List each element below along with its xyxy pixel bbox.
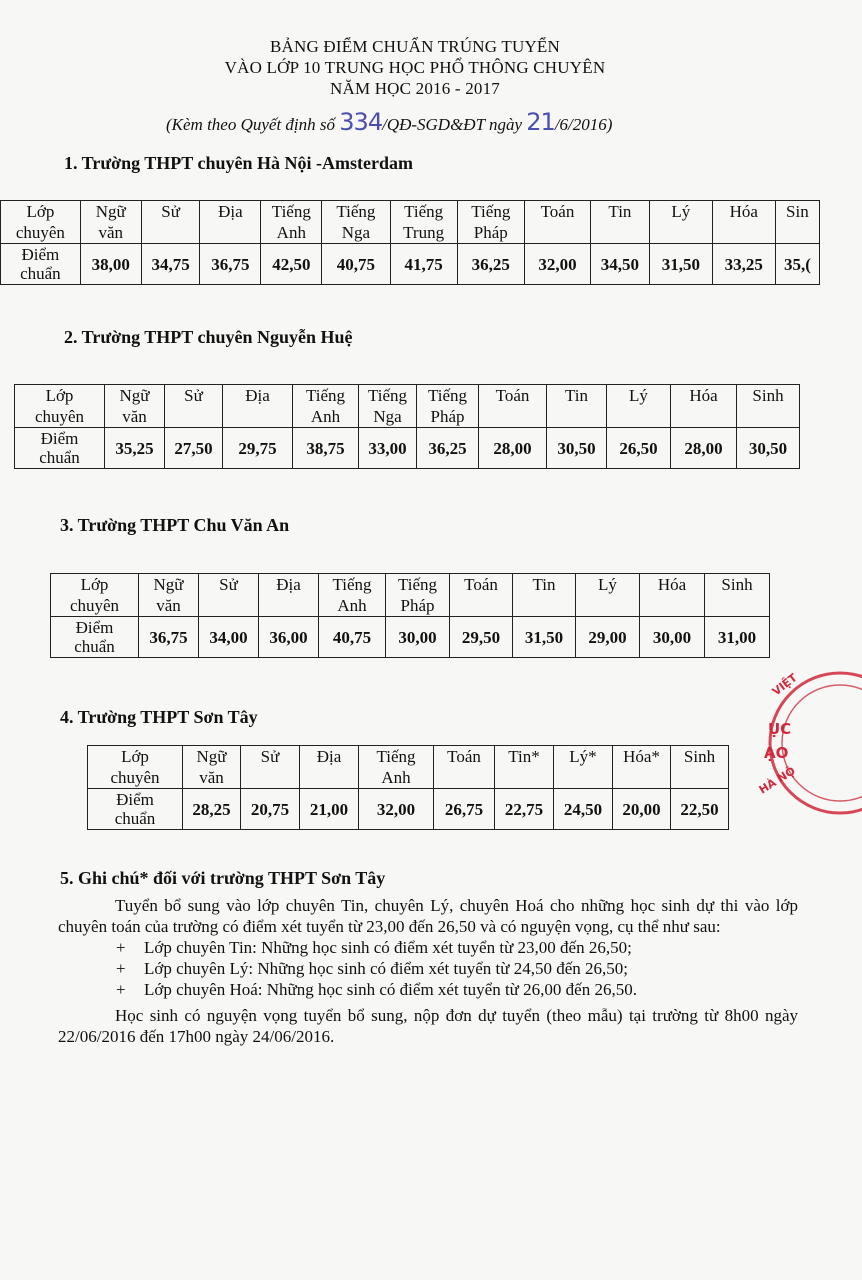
decision-suffix: /6/2016) [554, 115, 613, 134]
subject-cell: Ngữ văn [183, 746, 241, 789]
school-3-heading: 3. Trường THPT Chu Văn An [60, 515, 290, 535]
subject-cell: Tiếng Anh [293, 385, 359, 428]
school-1-heading: 1. Trường THPT chuyên Hà Nội -Amsterdam [64, 153, 413, 173]
school-2-heading: 2. Trường THPT chuyên Nguyễn Huệ [64, 327, 353, 347]
subject-cell: Hóa* [613, 746, 671, 789]
class-label-cell: Lớp chuyên [51, 574, 139, 617]
note-intro-paragraph: Tuyển bổ sung vào lớp chuyên Tin, chuyên Lý, chuyên Hoá cho những học sinh dự thi vào lớp chuyên toán của trường có điểm xét tuyển từ 23,00 đến 26,50 và có nguyện vọng, cụ thể như sau: [58, 896, 798, 936]
subject-cell: Sử [165, 385, 223, 428]
subject-cell: Tiếng Trung [390, 201, 457, 244]
score-cell: 32,00 [359, 789, 434, 830]
subject-cell: Lý* [554, 746, 613, 789]
note-bullet-tin: + Lớp chuyên Tin: Những học sinh có điểm xét tuyển từ 23,00 đến 26,50; [116, 938, 632, 957]
score-label-cell: Điểm chuẩn [51, 617, 139, 658]
subject-cell: Toán [479, 385, 547, 428]
score-cell: 28,00 [671, 428, 737, 469]
subject-cell: Tin [513, 574, 576, 617]
score-cell: 36,75 [200, 244, 261, 285]
score-cell: 38,00 [80, 244, 141, 285]
seal-text-top: VIỆT [769, 671, 800, 699]
score-cell: 31,00 [705, 617, 770, 658]
score-cell: 41,75 [390, 244, 457, 285]
document-title-line-2: VÀO LỚP 10 TRUNG HỌC PHỔ THÔNG CHUYÊN [224, 58, 606, 77]
subject-cell: Ngữ văn [80, 201, 141, 244]
school-3-score-table [50, 573, 770, 658]
score-cell: 30,50 [737, 428, 800, 469]
subject-cell: Hóa [712, 201, 775, 244]
score-cell: 31,50 [513, 617, 576, 658]
score-cell: 33,00 [359, 428, 417, 469]
score-label-cell: Điểm chuẩn [88, 789, 183, 830]
note-closing-paragraph: Học sinh có nguyện vọng tuyển bổ sung, nộp đơn dự tuyển (theo mẫu) tại trường từ 8h00 ngày 22/06/2016 đến 17h00 ngày 24/06/2016. [58, 1006, 798, 1046]
note-heading: 5. Ghi chú* đối với trường THPT Sơn Tây [60, 868, 386, 888]
score-cell: 21,00 [300, 789, 359, 830]
decision-day-handwritten: 21 [526, 108, 555, 136]
score-cell: 28,25 [183, 789, 241, 830]
subject-cell: Toán [524, 201, 590, 244]
school-4-heading: 4. Trường THPT Sơn Tây [60, 707, 258, 727]
subject-cell: Địa [300, 746, 359, 789]
score-cell: 36,25 [457, 244, 524, 285]
score-cell: 26,75 [434, 789, 495, 830]
score-cell: 34,00 [199, 617, 259, 658]
subject-cell: Sinh [737, 385, 800, 428]
subject-cell: Hóa [671, 385, 737, 428]
subject-cell: Tiếng Pháp [386, 574, 450, 617]
score-cell: 34,75 [141, 244, 200, 285]
class-label-cell: Lớp chuyên [15, 385, 105, 428]
score-cell: 26,50 [607, 428, 671, 469]
school-3-score-row [51, 617, 770, 658]
score-cell: 40,75 [319, 617, 386, 658]
score-cell: 35,25 [105, 428, 165, 469]
subject-cell: Toán [434, 746, 495, 789]
subject-cell: Tiếng Anh [261, 201, 322, 244]
school-2-subject-row [15, 385, 800, 428]
subject-cell: Sin [775, 201, 819, 244]
official-seal-stamp [752, 668, 862, 818]
score-cell: 33,25 [712, 244, 775, 285]
school-4-score-row [88, 789, 729, 830]
score-cell: 20,75 [241, 789, 300, 830]
score-cell: 20,00 [613, 789, 671, 830]
subject-cell: Lý [576, 574, 640, 617]
score-cell: 28,00 [479, 428, 547, 469]
subject-cell: Sử [141, 201, 200, 244]
score-cell: 42,50 [261, 244, 322, 285]
subject-cell: Tin [591, 201, 650, 244]
note-body [58, 895, 798, 1047]
subject-cell: Sinh [671, 746, 729, 789]
note-bullet-hoa: + Lớp chuyên Hoá: Những học sinh có điểm xét tuyển từ 26,00 đến 26,50. [116, 980, 637, 999]
score-cell: 24,50 [554, 789, 613, 830]
score-cell: 29,75 [223, 428, 293, 469]
school-4-subject-row [88, 746, 729, 789]
subject-cell: Tiếng Nga [359, 385, 417, 428]
subject-cell: Lý [607, 385, 671, 428]
score-label-cell: Điểm chuẩn [1, 244, 81, 285]
score-cell: 35,( [775, 244, 819, 285]
score-cell: 29,00 [576, 617, 640, 658]
subject-cell: Địa [223, 385, 293, 428]
subject-cell: Tin [547, 385, 607, 428]
subject-cell: Tin* [495, 746, 554, 789]
document-title-line-1: BẢNG ĐIỂM CHUẨN TRÚNG TUYỂN [270, 37, 560, 56]
score-cell: 36,00 [259, 617, 319, 658]
subject-cell: Sinh [705, 574, 770, 617]
decision-reference [166, 108, 612, 136]
subject-cell: Tiếng Pháp [417, 385, 479, 428]
school-1-score-table [0, 200, 820, 285]
score-cell: 22,75 [495, 789, 554, 830]
score-cell: 36,25 [417, 428, 479, 469]
score-cell: 30,00 [640, 617, 705, 658]
score-cell: 31,50 [649, 244, 712, 285]
subject-cell: Tiếng Pháp [457, 201, 524, 244]
score-cell: 38,75 [293, 428, 359, 469]
score-cell: 34,50 [591, 244, 650, 285]
school-2-score-row [15, 428, 800, 469]
subject-cell: Hóa [640, 574, 705, 617]
subject-cell: Địa [259, 574, 319, 617]
score-cell: 30,50 [547, 428, 607, 469]
note-bullet-ly: + Lớp chuyên Lý: Những học sinh có điểm xét tuyển từ 24,50 đến 26,50; [116, 959, 628, 978]
decision-number-handwritten: 334 [339, 108, 383, 136]
score-cell: 30,00 [386, 617, 450, 658]
score-cell: 29,50 [450, 617, 513, 658]
decision-middle: /QĐ-SGD&ĐT ngày [382, 115, 527, 134]
subject-cell: Sử [199, 574, 259, 617]
seal-text-mid-2: ẠO [764, 744, 789, 762]
decision-prefix: (Kèm theo Quyết định số [166, 115, 340, 134]
subject-cell: Tiếng Anh [359, 746, 434, 789]
seal-text-bottom: HÀ NỘ [756, 764, 798, 797]
school-4-score-table [87, 745, 729, 830]
subject-cell: Toán [450, 574, 513, 617]
class-label-cell: Lớp chuyên [88, 746, 183, 789]
subject-cell: Địa [200, 201, 261, 244]
score-cell: 36,75 [139, 617, 199, 658]
school-3-subject-row [51, 574, 770, 617]
score-cell: 27,50 [165, 428, 223, 469]
subject-cell: Ngữ văn [105, 385, 165, 428]
subject-cell: Ngữ văn [139, 574, 199, 617]
subject-cell: Tiếng Nga [322, 201, 390, 244]
school-1-score-row [1, 244, 820, 285]
score-cell: 32,00 [524, 244, 590, 285]
subject-cell: Sử [241, 746, 300, 789]
school-1-subject-row [1, 201, 820, 244]
class-label-cell: Lớp chuyên [1, 201, 81, 244]
subject-cell: Tiếng Anh [319, 574, 386, 617]
document-title-line-3: NĂM HỌC 2016 - 2017 [329, 79, 501, 98]
seal-text-mid-1: ỤC [768, 720, 792, 738]
subject-cell: Lý [649, 201, 712, 244]
school-2-score-table [14, 384, 800, 469]
score-cell: 22,50 [671, 789, 729, 830]
score-cell: 40,75 [322, 244, 390, 285]
score-label-cell: Điểm chuẩn [15, 428, 105, 469]
